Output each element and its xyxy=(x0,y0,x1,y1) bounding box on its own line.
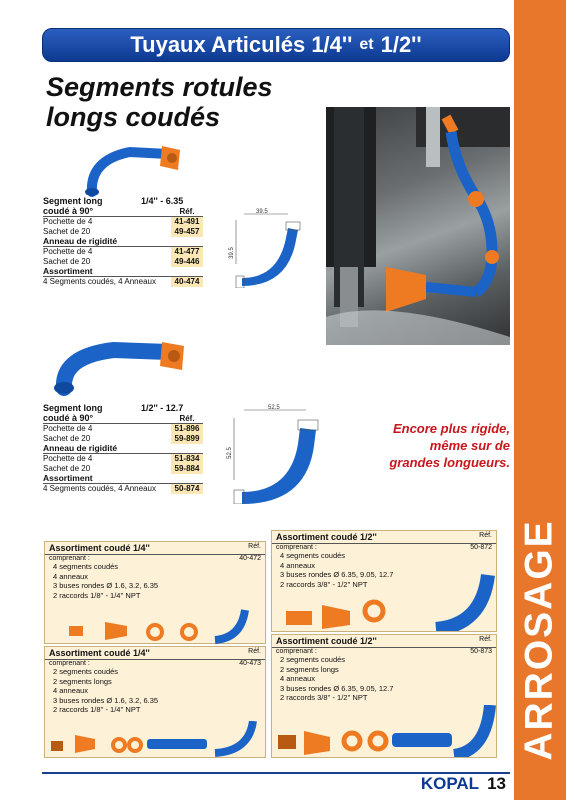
box-item: 2 raccords 3/8'' - 1/2'' NPT xyxy=(280,579,368,589)
table-quarter-head2: coudé à 90° xyxy=(43,205,94,216)
box-title: Assortiment coudé 1/2'' xyxy=(276,636,377,646)
table-half-sec2: Anneau de rigidité xyxy=(43,442,118,453)
box-item: 2 raccords 1/8'' - 1/4'' NPT xyxy=(53,705,141,714)
table-quarter-ref: 49-446 xyxy=(171,257,203,267)
dim-width-quarter: 39.5 xyxy=(256,209,268,215)
box-comprenant: comprenant : xyxy=(49,660,90,667)
table-quarter-sec3: Assortiment xyxy=(43,265,93,276)
box-ref-label: Réf. xyxy=(248,543,261,550)
table-quarter-ref-label: Réf. xyxy=(179,206,195,216)
table-half-row: Sachet de 20 xyxy=(43,464,91,474)
table-quarter-head1: Segment long xyxy=(43,196,103,207)
box-item: 3 buses rondes Ø 6.35, 9.05, 12.7 xyxy=(280,570,394,579)
box-item: 4 anneaux xyxy=(280,674,316,683)
footer xyxy=(421,774,506,794)
box-item: 4 anneaux xyxy=(53,571,89,581)
dim-height-quarter: 39.5 xyxy=(228,247,235,259)
box-item: 4 anneaux xyxy=(280,560,316,570)
elbow-segment-half-image xyxy=(50,340,200,400)
table-half-row: Pochette de 4 xyxy=(43,424,93,434)
box-parts-image xyxy=(49,721,265,757)
box-ref: 50-873 xyxy=(470,648,492,655)
table-quarter-sec2: Anneau de rigidité xyxy=(43,235,118,246)
box-item: 2 raccords 3/8'' - 1/2'' NPT xyxy=(280,693,368,702)
box-item: 4 segments coudés xyxy=(280,551,346,560)
table-quarter-row: Pochette de 4 xyxy=(43,217,93,227)
box-ref-label: Réf. xyxy=(479,636,492,643)
box-comprenant: comprenant : xyxy=(276,544,317,551)
drawing-half xyxy=(226,404,326,504)
box-item: 4 segments coudés xyxy=(53,562,119,571)
title-size-2: 1/2'' xyxy=(380,32,422,57)
assortment-box xyxy=(271,530,497,632)
table-half-ref-label: Réf. xyxy=(179,413,195,423)
table-half-row: Sachet de 20 xyxy=(43,434,91,444)
table-half-row: 4 Segments coudés, 4 Anneaux xyxy=(43,484,156,494)
section-heading xyxy=(46,72,273,132)
table-quarter-ref: 49-457 xyxy=(171,227,203,237)
box-item: 2 segments longs xyxy=(53,676,112,686)
table-half-sec3: Assortiment xyxy=(43,472,93,483)
machining-photo xyxy=(326,107,510,345)
title-main: Tuyaux Articulés xyxy=(130,32,306,57)
box-comprenant: comprenant : xyxy=(276,648,317,655)
box-title: Assortiment coudé 1/4'' xyxy=(49,543,150,553)
table-half-size: 1/2'' - 12.7 xyxy=(141,403,184,414)
box-ref-label: Réf. xyxy=(479,532,492,539)
table-quarter-ref: 40-474 xyxy=(171,277,203,287)
table-half-ref: 59-899 xyxy=(171,434,203,444)
table-half-row: Pochette de 4 xyxy=(43,454,93,464)
box-ref: 40-472 xyxy=(239,555,261,562)
assortment-box xyxy=(44,646,266,758)
assortment-box xyxy=(44,541,266,644)
heading-line-2: longs coudés xyxy=(46,102,221,132)
box-parts-image xyxy=(274,705,496,757)
table-half-head1: Segment long xyxy=(43,403,103,414)
drawing-quarter xyxy=(228,208,308,288)
page-number: 13 xyxy=(487,774,506,793)
table-half-ref: 51-896 xyxy=(171,424,203,434)
side-label: ARROSAGE xyxy=(518,519,562,761)
table-quarter-ref: 41-477 xyxy=(171,247,203,257)
heading-line-1: Segments rotules xyxy=(46,72,273,102)
box-item: 2 segments coudés xyxy=(53,667,119,676)
title-size-1: 1/4'' xyxy=(311,32,353,57)
box-item: 4 anneaux xyxy=(53,686,89,695)
elbow-segment-quarter-image xyxy=(80,140,200,200)
slogan-line-2: même sur de xyxy=(429,438,510,453)
box-ref: 40-473 xyxy=(239,660,261,667)
box-comprenant: comprenant : xyxy=(49,555,90,562)
box-item: 2 segments coudés xyxy=(280,655,346,664)
box-item: 2 segments longs xyxy=(280,664,339,674)
box-ref: 50-872 xyxy=(470,544,492,551)
box-parts-image xyxy=(65,608,265,644)
box-title: Assortiment coudé 1/4'' xyxy=(49,648,150,658)
table-half xyxy=(43,404,203,494)
table-quarter-row: Sachet de 20 xyxy=(43,227,91,237)
table-half-ref: 59-884 xyxy=(171,464,203,474)
table-half-ref: 50-874 xyxy=(171,484,203,494)
dim-width-half: 52.5 xyxy=(268,405,280,411)
title-et: et xyxy=(359,36,374,53)
table-quarter-row: Sachet de 20 xyxy=(43,257,91,267)
table-quarter-ref: 41-491 xyxy=(171,217,203,227)
box-title: Assortiment coudé 1/2'' xyxy=(276,532,377,542)
box-ref-label: Réf. xyxy=(248,648,261,655)
table-half-ref: 51-834 xyxy=(171,454,203,464)
table-quarter-row: Pochette de 4 xyxy=(43,247,93,257)
box-item: 3 buses rondes Ø 1.6, 3.2, 6.35 xyxy=(53,581,159,590)
box-item: 2 raccords 1/8'' - 1/4'' NPT xyxy=(53,590,141,600)
dim-height-half: 52.5 xyxy=(226,447,233,459)
assortment-box xyxy=(271,634,497,758)
slogan-line-1: Encore plus rigide, xyxy=(392,421,510,436)
table-quarter-row: 4 Segments coudés, 4 Anneaux xyxy=(43,277,156,287)
slogan xyxy=(350,420,510,471)
slogan-line-3: grandes longueurs. xyxy=(389,455,510,470)
box-item: 3 buses rondes Ø 1.6, 3.2, 6.35 xyxy=(53,695,159,705)
table-half-head2: coudé à 90° xyxy=(43,412,94,423)
box-item: 3 buses rondes Ø 6.35, 9.05, 12.7 xyxy=(280,683,394,693)
box-parts-image xyxy=(276,571,496,631)
table-quarter-size: 1/4'' - 6.35 xyxy=(141,196,184,207)
table-quarter xyxy=(43,197,203,287)
page-title-bar xyxy=(42,28,510,62)
footer-brand: KOPAL xyxy=(420,774,480,793)
